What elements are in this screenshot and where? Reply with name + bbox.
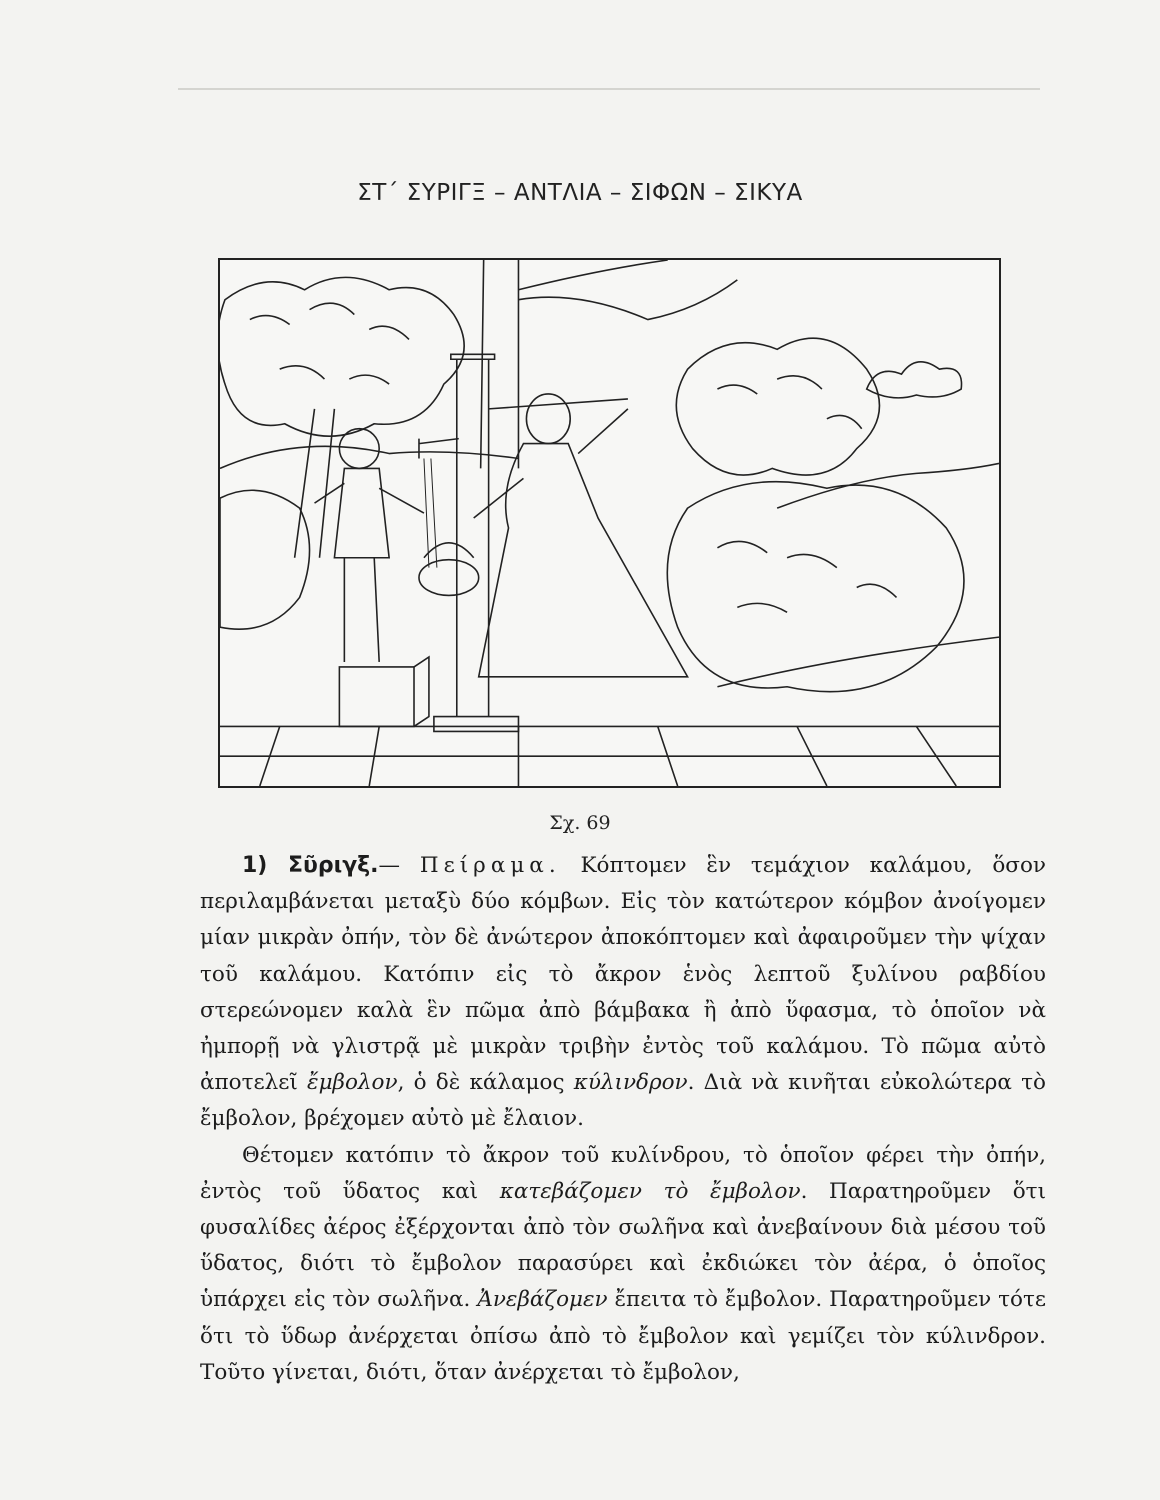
cloud	[867, 362, 962, 398]
dash: —	[378, 853, 420, 878]
pump-handle	[489, 399, 628, 409]
term-lower-piston: κατεβάζομεν τὸ ἔμβολον	[499, 1178, 801, 1204]
section-title: ΣΤ΄ ΣΥΡΙΓΞ – ΑΝΤΛΙΑ – ΣΙΦΩΝ – ΣΙΚΥΑ	[357, 180, 803, 206]
woman-lower-arm	[474, 478, 524, 518]
boy-body	[334, 468, 389, 557]
hill-line-right	[777, 463, 999, 508]
figure-caption: Σχ. 69	[549, 812, 611, 834]
paragraph2-text-a: Θέτομεν κατόπιν τὸ ἄκρον τοῦ κυλίνδρου, τὸ ὁποῖον φέρει τὴν ὀπήν, ἐντὸς τοῦ ὕδατος καὶ	[200, 1142, 1046, 1204]
paragraph-syringe	[200, 848, 1046, 1138]
boy-arm	[379, 488, 424, 513]
wooden-box	[339, 667, 414, 727]
syringe-heading: 1) Σῦριγξ.	[242, 853, 379, 878]
paragraph1-text-b: , ὁ δὲ κάλαμος	[397, 1070, 574, 1096]
paragraph2-text-c: ἔπειτα τὸ ἔμβολον. Παρατηροῦμεν τότε ὅτι τὸ ὕδωρ ἀνέρχεται ὀπίσω ἀπὸ τὸ ἔμβολον καὶ γεμίζει τὸν κύλινδρον. Τοῦτο γίνεται, διότι, ὅταν ἀνέρχεται τὸ ἔμβολον,	[200, 1287, 1046, 1385]
illustration-pump-scene	[218, 258, 1001, 788]
boy-legs	[344, 558, 379, 662]
term-raise: Ἀνεβάζομεν	[477, 1287, 608, 1313]
pump-scene-drawing	[220, 260, 999, 786]
pump-base	[434, 717, 519, 732]
woman-head	[526, 394, 570, 444]
paragraph1-text-a: Κόπτομεν ἓν τεμάχιον καλάμου, ὅσον περιλαμβάνεται μεταξὺ δύο κόμβων. Εἰς τὸν κατώτερον κόμβον ἀνοίγομεν μίαν μικρὰν ὀπήν, τὸν δὲ ἀνώτερον ἀποκόπτομεν καὶ ἀφαιροῦμεν τὴν ψίχαν τοῦ καλάμου. Κατόπιν εἰς τὸ ἄκρον ἑνὸς λεπτοῦ ξυλίνου ραβδίου στερεώνομεν καλὰ ἓν πῶμα ἀπὸ βάμβακα ἢ ἀπὸ ὕφασμα, τὸ ὁποῖον νὰ ἠμπορῇ νὰ γλιστρᾷ μὲ μικρὰν τριβὴν ἐντὸς τοῦ καλάμου. Τὸ πῶμα αὐτὸ ἀποτελεῖ	[200, 853, 1046, 1096]
pump-spout	[419, 439, 459, 459]
term-cylinder: κύλινδρον	[573, 1070, 688, 1096]
woman-raised-arm	[578, 409, 628, 454]
paragraph-procedure	[200, 1138, 1046, 1391]
right-bushes	[667, 482, 964, 692]
experiment-label: Πείραμα.	[419, 853, 561, 878]
center-tree-trunk	[481, 260, 519, 468]
paving-stones	[220, 726, 999, 786]
term-piston: ἔμβολον	[307, 1070, 398, 1096]
basket	[419, 560, 479, 596]
paragraph2-text-b: . Παρατηροῦμεν ὅτι φυσαλίδες ἀέρος ἐξέρχονται ἀπὸ τὸν σωλῆνα καὶ ἀνεβαίνουν διὰ μέσου τοῦ ὕδατος, διότι τὸ ἔμβολον παρασύρει καὶ ἐκδιώκει τὸν ἀέρα, ὁ ὁποῖος ὑπάρχει εἰς τὸν σωλῆνα.	[200, 1178, 1046, 1313]
right-tree-canopy	[676, 338, 879, 475]
pump-column	[457, 359, 489, 716]
woman-dress	[479, 444, 688, 677]
body-text	[200, 848, 1046, 1391]
left-bushes	[220, 490, 310, 629]
left-tree-canopy	[220, 277, 464, 436]
paragraph1-text-c: . Διὰ νὰ κινῆται εὐκολώτερα τὸ ἔμβολον, βρέχομεν αὐτὸ μὲ ἔλαιον.	[200, 1070, 1046, 1132]
header-rule	[178, 88, 1040, 90]
